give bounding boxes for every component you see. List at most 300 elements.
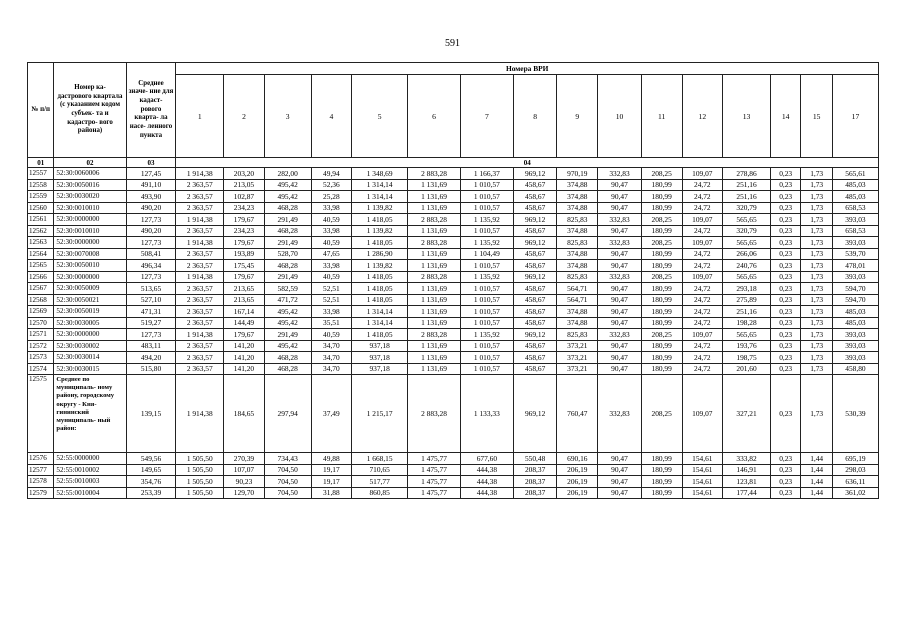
- average-label: Среднее по муниципаль- ному району, городскому округу - Кня- гининский муниципаль- ный район:: [54, 375, 126, 453]
- vrp-value: 291,49: [264, 214, 311, 226]
- row-number: 12558: [28, 179, 54, 191]
- vrp-value: 90,47: [598, 179, 642, 191]
- table-row: [28, 464, 879, 476]
- table-row: [28, 352, 879, 364]
- vrp-value: 458,67: [513, 283, 557, 295]
- vrp-value: 251,16: [723, 179, 771, 191]
- vrp-value: 373,21: [557, 352, 598, 364]
- row-number: 12562: [28, 225, 54, 237]
- vrp-value: 695,19: [832, 453, 878, 465]
- vrp-value: 1 131,69: [408, 260, 461, 272]
- vrp-value: 1 131,69: [408, 283, 461, 295]
- vrp-value: 1,73: [801, 202, 833, 214]
- table-row: [28, 306, 879, 318]
- vrp-value: 320,79: [723, 202, 771, 214]
- table-row: [28, 260, 879, 272]
- vrp-value: 1 131,69: [408, 317, 461, 329]
- vrp-value: 33,98: [311, 202, 352, 214]
- average-value: 490,20: [126, 202, 176, 214]
- vrp-value: 444,38: [460, 487, 513, 499]
- vrp-value: 594,70: [832, 283, 878, 295]
- vrp-value: 1,44: [801, 487, 833, 499]
- vrp-value: 825,83: [557, 214, 598, 226]
- average-value: 127,45: [126, 168, 176, 180]
- vrp-value: 1 010,57: [460, 202, 513, 214]
- vrp-value: 458,67: [513, 248, 557, 260]
- quarter-code: 52:30:0050010: [54, 260, 126, 272]
- row-number: 12566: [28, 271, 54, 283]
- vrp-value: 90,47: [598, 476, 642, 488]
- vrp-value: 937,18: [352, 363, 408, 375]
- table-row: [28, 225, 879, 237]
- vrp-value: 0,23: [770, 283, 800, 295]
- quarter-code: 52:30:0050021: [54, 294, 126, 306]
- vrp-value: 291,49: [264, 237, 311, 249]
- vrp-value: 0,23: [770, 453, 800, 465]
- vrp-value: 90,47: [598, 306, 642, 318]
- quarter-code: 52:30:0050009: [54, 283, 126, 295]
- vrp-value: 109,07: [682, 329, 723, 341]
- quarter-code: 52:55:0010004: [54, 487, 126, 499]
- vrp-value: 24,72: [682, 340, 723, 352]
- vrp-value: 530,39: [832, 375, 878, 453]
- vrp-value: 2 883,28: [408, 237, 461, 249]
- average-value: 508,41: [126, 248, 176, 260]
- vrp-value: 141,20: [224, 363, 265, 375]
- average-value: 139,15: [126, 375, 176, 453]
- vrp-value: 1 314,14: [352, 317, 408, 329]
- vrp-value: 1 139,82: [352, 260, 408, 272]
- vrp-value: 52,51: [311, 283, 352, 295]
- vrp-value: 374,88: [557, 179, 598, 191]
- vrp-value: 0,23: [770, 179, 800, 191]
- code-cell: 01: [28, 158, 54, 168]
- average-value: 493,90: [126, 191, 176, 203]
- vrp-value: 154,61: [682, 464, 723, 476]
- vrp-value: 37,49: [311, 375, 352, 453]
- vrp-value: 565,65: [723, 214, 771, 226]
- vrp-value: 468,28: [264, 225, 311, 237]
- vrp-value: 393,03: [832, 340, 878, 352]
- vrp-value: 373,21: [557, 340, 598, 352]
- vrp-value: 24,72: [682, 202, 723, 214]
- row-number: 12568: [28, 294, 54, 306]
- cadastral-values-table: [27, 62, 879, 499]
- row-number: 12572: [28, 340, 54, 352]
- average-value: 513,65: [126, 283, 176, 295]
- vrp-value: 458,67: [513, 294, 557, 306]
- vrp-value: 40,59: [311, 271, 352, 283]
- vrp-value: 1 286,90: [352, 248, 408, 260]
- vrp-value: 1 348,69: [352, 168, 408, 180]
- average-value: 149,65: [126, 464, 176, 476]
- vrp-value: 1 135,92: [460, 271, 513, 283]
- vrp-value: 24,72: [682, 317, 723, 329]
- vrp-value: 180,99: [641, 260, 682, 272]
- vrp-value: 282,00: [264, 168, 311, 180]
- vrp-value: 1 010,57: [460, 191, 513, 203]
- vrp-number-header: 12: [682, 75, 723, 158]
- vrp-value: 517,77: [352, 476, 408, 488]
- row-number: 12575: [28, 375, 54, 453]
- vrp-value: 0,23: [770, 271, 800, 283]
- vrp-value: 485,03: [832, 179, 878, 191]
- vrp-value: 0,23: [770, 248, 800, 260]
- row-number: 12573: [28, 352, 54, 364]
- vrp-value: 208,37: [513, 464, 557, 476]
- vrp-value: 760,47: [557, 375, 598, 453]
- table-row: [28, 237, 879, 249]
- average-value: 490,20: [126, 225, 176, 237]
- vrp-value: 19,17: [311, 476, 352, 488]
- average-value: 354,76: [126, 476, 176, 488]
- vrp-value: 167,14: [224, 306, 265, 318]
- average-value: 527,10: [126, 294, 176, 306]
- vrp-value: 90,47: [598, 283, 642, 295]
- vrp-value: 2 363,57: [176, 340, 224, 352]
- vrp-value: 1 010,57: [460, 306, 513, 318]
- page-number: 591: [445, 38, 460, 49]
- vrp-value: 90,47: [598, 248, 642, 260]
- vrp-value: 180,99: [641, 294, 682, 306]
- vrp-value: 393,03: [832, 329, 878, 341]
- vrp-value: 154,61: [682, 453, 723, 465]
- vrp-value: 468,28: [264, 363, 311, 375]
- vrp-value: 0,23: [770, 225, 800, 237]
- average-value: 519,27: [126, 317, 176, 329]
- table-row: [28, 191, 879, 203]
- vrp-value: 180,99: [641, 191, 682, 203]
- table-row: [28, 248, 879, 260]
- table-row: [28, 271, 879, 283]
- vrp-value: 636,11: [832, 476, 878, 488]
- quarter-code: 52:30:0030015: [54, 363, 126, 375]
- vrp-number-header: 14: [770, 75, 800, 158]
- vrp-value: 234,23: [224, 225, 265, 237]
- quarter-code: 52:30:0030002: [54, 340, 126, 352]
- header-row-number: № п/п: [28, 63, 54, 158]
- average-value: 549,56: [126, 453, 176, 465]
- vrp-value: 33,98: [311, 306, 352, 318]
- vrp-value: 1 133,33: [460, 375, 513, 453]
- code-cell: 03: [126, 158, 176, 168]
- vrp-value: 180,99: [641, 225, 682, 237]
- vrp-value: 291,49: [264, 329, 311, 341]
- quarter-code: 52:55:0010002: [54, 464, 126, 476]
- average-value: 127,73: [126, 329, 176, 341]
- vrp-value: 393,03: [832, 214, 878, 226]
- vrp-value: 1 131,69: [408, 248, 461, 260]
- vrp-value: 458,67: [513, 363, 557, 375]
- vrp-value: 1 010,57: [460, 317, 513, 329]
- vrp-value: 35,51: [311, 317, 352, 329]
- vrp-value: 704,50: [264, 464, 311, 476]
- vrp-value: 1 135,92: [460, 214, 513, 226]
- municipal-average-row: [28, 375, 879, 453]
- vrp-value: 24,72: [682, 225, 723, 237]
- vrp-value: 458,67: [513, 260, 557, 272]
- vrp-value: 266,06: [723, 248, 771, 260]
- vrp-value: 444,38: [460, 476, 513, 488]
- vrp-value: 90,47: [598, 317, 642, 329]
- vrp-value: 0,23: [770, 168, 800, 180]
- vrp-value: 270,39: [224, 453, 265, 465]
- vrp-value: 109,07: [682, 168, 723, 180]
- vrp-value: 1 215,17: [352, 375, 408, 453]
- vrp-value: 1,73: [801, 317, 833, 329]
- vrp-value: 495,42: [264, 306, 311, 318]
- vrp-value: 1 914,38: [176, 375, 224, 453]
- quarter-code: 52:30:0060006: [54, 168, 126, 180]
- average-value: 496,34: [126, 260, 176, 272]
- vrp-value: 34,70: [311, 363, 352, 375]
- row-number: 12565: [28, 260, 54, 272]
- vrp-value: 1 131,69: [408, 179, 461, 191]
- vrp-value: 710,65: [352, 464, 408, 476]
- table-row: [28, 317, 879, 329]
- vrp-value: 34,70: [311, 340, 352, 352]
- vrp-number-header: 10: [598, 75, 642, 158]
- vrp-value: 1,73: [801, 375, 833, 453]
- vrp-value: 154,61: [682, 487, 723, 499]
- vrp-value: 25,28: [311, 191, 352, 203]
- header-code-row: [28, 158, 879, 168]
- vrp-value: 0,23: [770, 476, 800, 488]
- header-vrp-title: Номера ВРИ: [176, 63, 879, 75]
- vrp-value: 90,47: [598, 260, 642, 272]
- vrp-value: 24,72: [682, 283, 723, 295]
- vrp-value: 208,25: [641, 271, 682, 283]
- vrp-value: 332,83: [598, 214, 642, 226]
- vrp-value: 969,12: [513, 214, 557, 226]
- vrp-value: 1,73: [801, 329, 833, 341]
- vrp-value: 31,88: [311, 487, 352, 499]
- vrp-value: 1 135,92: [460, 237, 513, 249]
- vrp-value: 234,23: [224, 202, 265, 214]
- vrp-value: 90,47: [598, 191, 642, 203]
- table-row: [28, 283, 879, 295]
- vrp-value: 40,59: [311, 214, 352, 226]
- vrp-value: 1,73: [801, 340, 833, 352]
- vrp-value: 1 505,50: [176, 453, 224, 465]
- vrp-value: 177,44: [723, 487, 771, 499]
- vrp-value: 175,45: [224, 260, 265, 272]
- vrp-value: 1 131,69: [408, 191, 461, 203]
- table-row: [28, 202, 879, 214]
- vrp-value: 1 505,50: [176, 464, 224, 476]
- vrp-value: 206,19: [557, 464, 598, 476]
- quarter-code: 52:30:0070008: [54, 248, 126, 260]
- vrp-value: 24,72: [682, 352, 723, 364]
- vrp-value: 1 914,38: [176, 329, 224, 341]
- vrp-value: 0,23: [770, 317, 800, 329]
- row-number: 12559: [28, 191, 54, 203]
- vrp-value: 0,23: [770, 214, 800, 226]
- vrp-value: 291,49: [264, 271, 311, 283]
- vrp-value: 180,99: [641, 352, 682, 364]
- vrp-value: 333,82: [723, 453, 771, 465]
- table-row: [28, 294, 879, 306]
- average-value: 494,20: [126, 352, 176, 364]
- vrp-value: 1 314,14: [352, 191, 408, 203]
- vrp-number-header: 5: [352, 75, 408, 158]
- vrp-value: 193,76: [723, 340, 771, 352]
- vrp-value: 1,73: [801, 352, 833, 364]
- table-body: [28, 168, 879, 499]
- vrp-value: 1 418,05: [352, 294, 408, 306]
- vrp-value: 565,65: [723, 271, 771, 283]
- vrp-value: 485,03: [832, 306, 878, 318]
- vrp-value: 180,99: [641, 248, 682, 260]
- vrp-value: 109,07: [682, 237, 723, 249]
- vrp-value: 1 314,14: [352, 179, 408, 191]
- vrp-value: 278,86: [723, 168, 771, 180]
- vrp-value: 206,19: [557, 476, 598, 488]
- vrp-value: 374,88: [557, 225, 598, 237]
- vrp-value: 40,59: [311, 329, 352, 341]
- vrp-value: 208,25: [641, 375, 682, 453]
- vrp-value: 1,73: [801, 306, 833, 318]
- vrp-value: 458,67: [513, 340, 557, 352]
- vrp-value: 90,47: [598, 453, 642, 465]
- vrp-value: 1 418,05: [352, 271, 408, 283]
- vrp-value: 495,42: [264, 191, 311, 203]
- vrp-value: 123,81: [723, 476, 771, 488]
- vrp-value: 198,28: [723, 317, 771, 329]
- quarter-code: 52:30:0030014: [54, 352, 126, 364]
- quarter-code: 52:30:0030005: [54, 317, 126, 329]
- vrp-value: 2 363,57: [176, 306, 224, 318]
- vrp-value: 320,79: [723, 225, 771, 237]
- table-row: [28, 329, 879, 341]
- vrp-value: 1 135,92: [460, 329, 513, 341]
- vrp-value: 0,23: [770, 340, 800, 352]
- vrp-value: 180,99: [641, 340, 682, 352]
- vrp-value: 198,75: [723, 352, 771, 364]
- vrp-value: 2 363,57: [176, 363, 224, 375]
- vrp-value: 1,73: [801, 283, 833, 295]
- vrp-value: 1 139,82: [352, 202, 408, 214]
- vrp-value: 2 883,28: [408, 214, 461, 226]
- vrp-value: 24,72: [682, 306, 723, 318]
- vrp-value: 2 363,57: [176, 225, 224, 237]
- vrp-value: 24,72: [682, 260, 723, 272]
- vrp-value: 1 010,57: [460, 352, 513, 364]
- vrp-value: 582,59: [264, 283, 311, 295]
- vrp-value: 107,07: [224, 464, 265, 476]
- vrp-value: 1,44: [801, 464, 833, 476]
- row-number: 12560: [28, 202, 54, 214]
- vrp-value: 0,23: [770, 375, 800, 453]
- vrp-value: 19,17: [311, 464, 352, 476]
- quarter-code: 52:30:0050016: [54, 179, 126, 191]
- vrp-value: 1 475,77: [408, 464, 461, 476]
- average-value: 253,39: [126, 487, 176, 499]
- vrp-value: 208,25: [641, 214, 682, 226]
- vrp-number-header: 17: [832, 75, 878, 158]
- vrp-value: 332,83: [598, 168, 642, 180]
- vrp-value: 179,67: [224, 237, 265, 249]
- vrp-value: 213,65: [224, 283, 265, 295]
- vrp-value: 49,88: [311, 453, 352, 465]
- vrp-value: 1 131,69: [408, 225, 461, 237]
- quarter-code: 52:30:0000000: [54, 329, 126, 341]
- vrp-value: 374,88: [557, 202, 598, 214]
- vrp-value: 208,25: [641, 329, 682, 341]
- vrp-value: 90,47: [598, 363, 642, 375]
- vrp-value: 180,99: [641, 317, 682, 329]
- average-value: 127,73: [126, 214, 176, 226]
- vrp-value: 2 883,28: [408, 375, 461, 453]
- vrp-value: 49,94: [311, 168, 352, 180]
- vrp-value: 1 914,38: [176, 237, 224, 249]
- vrp-value: 1 131,69: [408, 340, 461, 352]
- vrp-value: 495,42: [264, 340, 311, 352]
- vrp-value: 1,73: [801, 179, 833, 191]
- vrp-value: 969,12: [513, 329, 557, 341]
- row-number: 12563: [28, 237, 54, 249]
- vrp-value: 180,99: [641, 487, 682, 499]
- vrp-value: 565,61: [832, 168, 878, 180]
- vrp-value: 495,42: [264, 179, 311, 191]
- vrp-value: 201,60: [723, 363, 771, 375]
- row-number: 12561: [28, 214, 54, 226]
- vrp-value: 24,72: [682, 363, 723, 375]
- vrp-value: 34,70: [311, 352, 352, 364]
- vrp-value: 179,67: [224, 271, 265, 283]
- vrp-value: 208,25: [641, 237, 682, 249]
- vrp-value: 1 914,38: [176, 168, 224, 180]
- vrp-value: 564,71: [557, 294, 598, 306]
- vrp-value: 2 363,57: [176, 248, 224, 260]
- vrp-number-header: 11: [641, 75, 682, 158]
- vrp-value: 1 166,37: [460, 168, 513, 180]
- code-cell: 04: [176, 158, 879, 168]
- row-number: 12576: [28, 453, 54, 465]
- quarter-code: 52:30:0000000: [54, 271, 126, 283]
- vrp-value: 332,83: [598, 237, 642, 249]
- vrp-value: 90,47: [598, 340, 642, 352]
- quarter-code: 52:55:0000000: [54, 453, 126, 465]
- table-header: [28, 63, 879, 168]
- vrp-value: 860,85: [352, 487, 408, 499]
- table-row: [28, 179, 879, 191]
- vrp-value: 1 418,05: [352, 214, 408, 226]
- vrp-value: 1 010,57: [460, 294, 513, 306]
- vrp-value: 1 139,82: [352, 225, 408, 237]
- vrp-value: 1 131,69: [408, 202, 461, 214]
- quarter-code: 52:55:0010003: [54, 476, 126, 488]
- vrp-value: 208,37: [513, 476, 557, 488]
- vrp-value: 565,65: [723, 329, 771, 341]
- vrp-value: 1 418,05: [352, 329, 408, 341]
- vrp-value: 240,76: [723, 260, 771, 272]
- vrp-value: 0,23: [770, 352, 800, 364]
- vrp-value: 24,72: [682, 294, 723, 306]
- vrp-value: 658,53: [832, 202, 878, 214]
- vrp-value: 565,65: [723, 237, 771, 249]
- vrp-value: 1 131,69: [408, 306, 461, 318]
- vrp-value: 298,03: [832, 464, 878, 476]
- vrp-value: 2 363,57: [176, 283, 224, 295]
- vrp-value: 0,23: [770, 237, 800, 249]
- vrp-value: 179,67: [224, 214, 265, 226]
- vrp-value: 0,23: [770, 260, 800, 272]
- vrp-value: 1 010,57: [460, 283, 513, 295]
- vrp-value: 1 914,38: [176, 271, 224, 283]
- vrp-value: 180,99: [641, 283, 682, 295]
- vrp-value: 970,19: [557, 168, 598, 180]
